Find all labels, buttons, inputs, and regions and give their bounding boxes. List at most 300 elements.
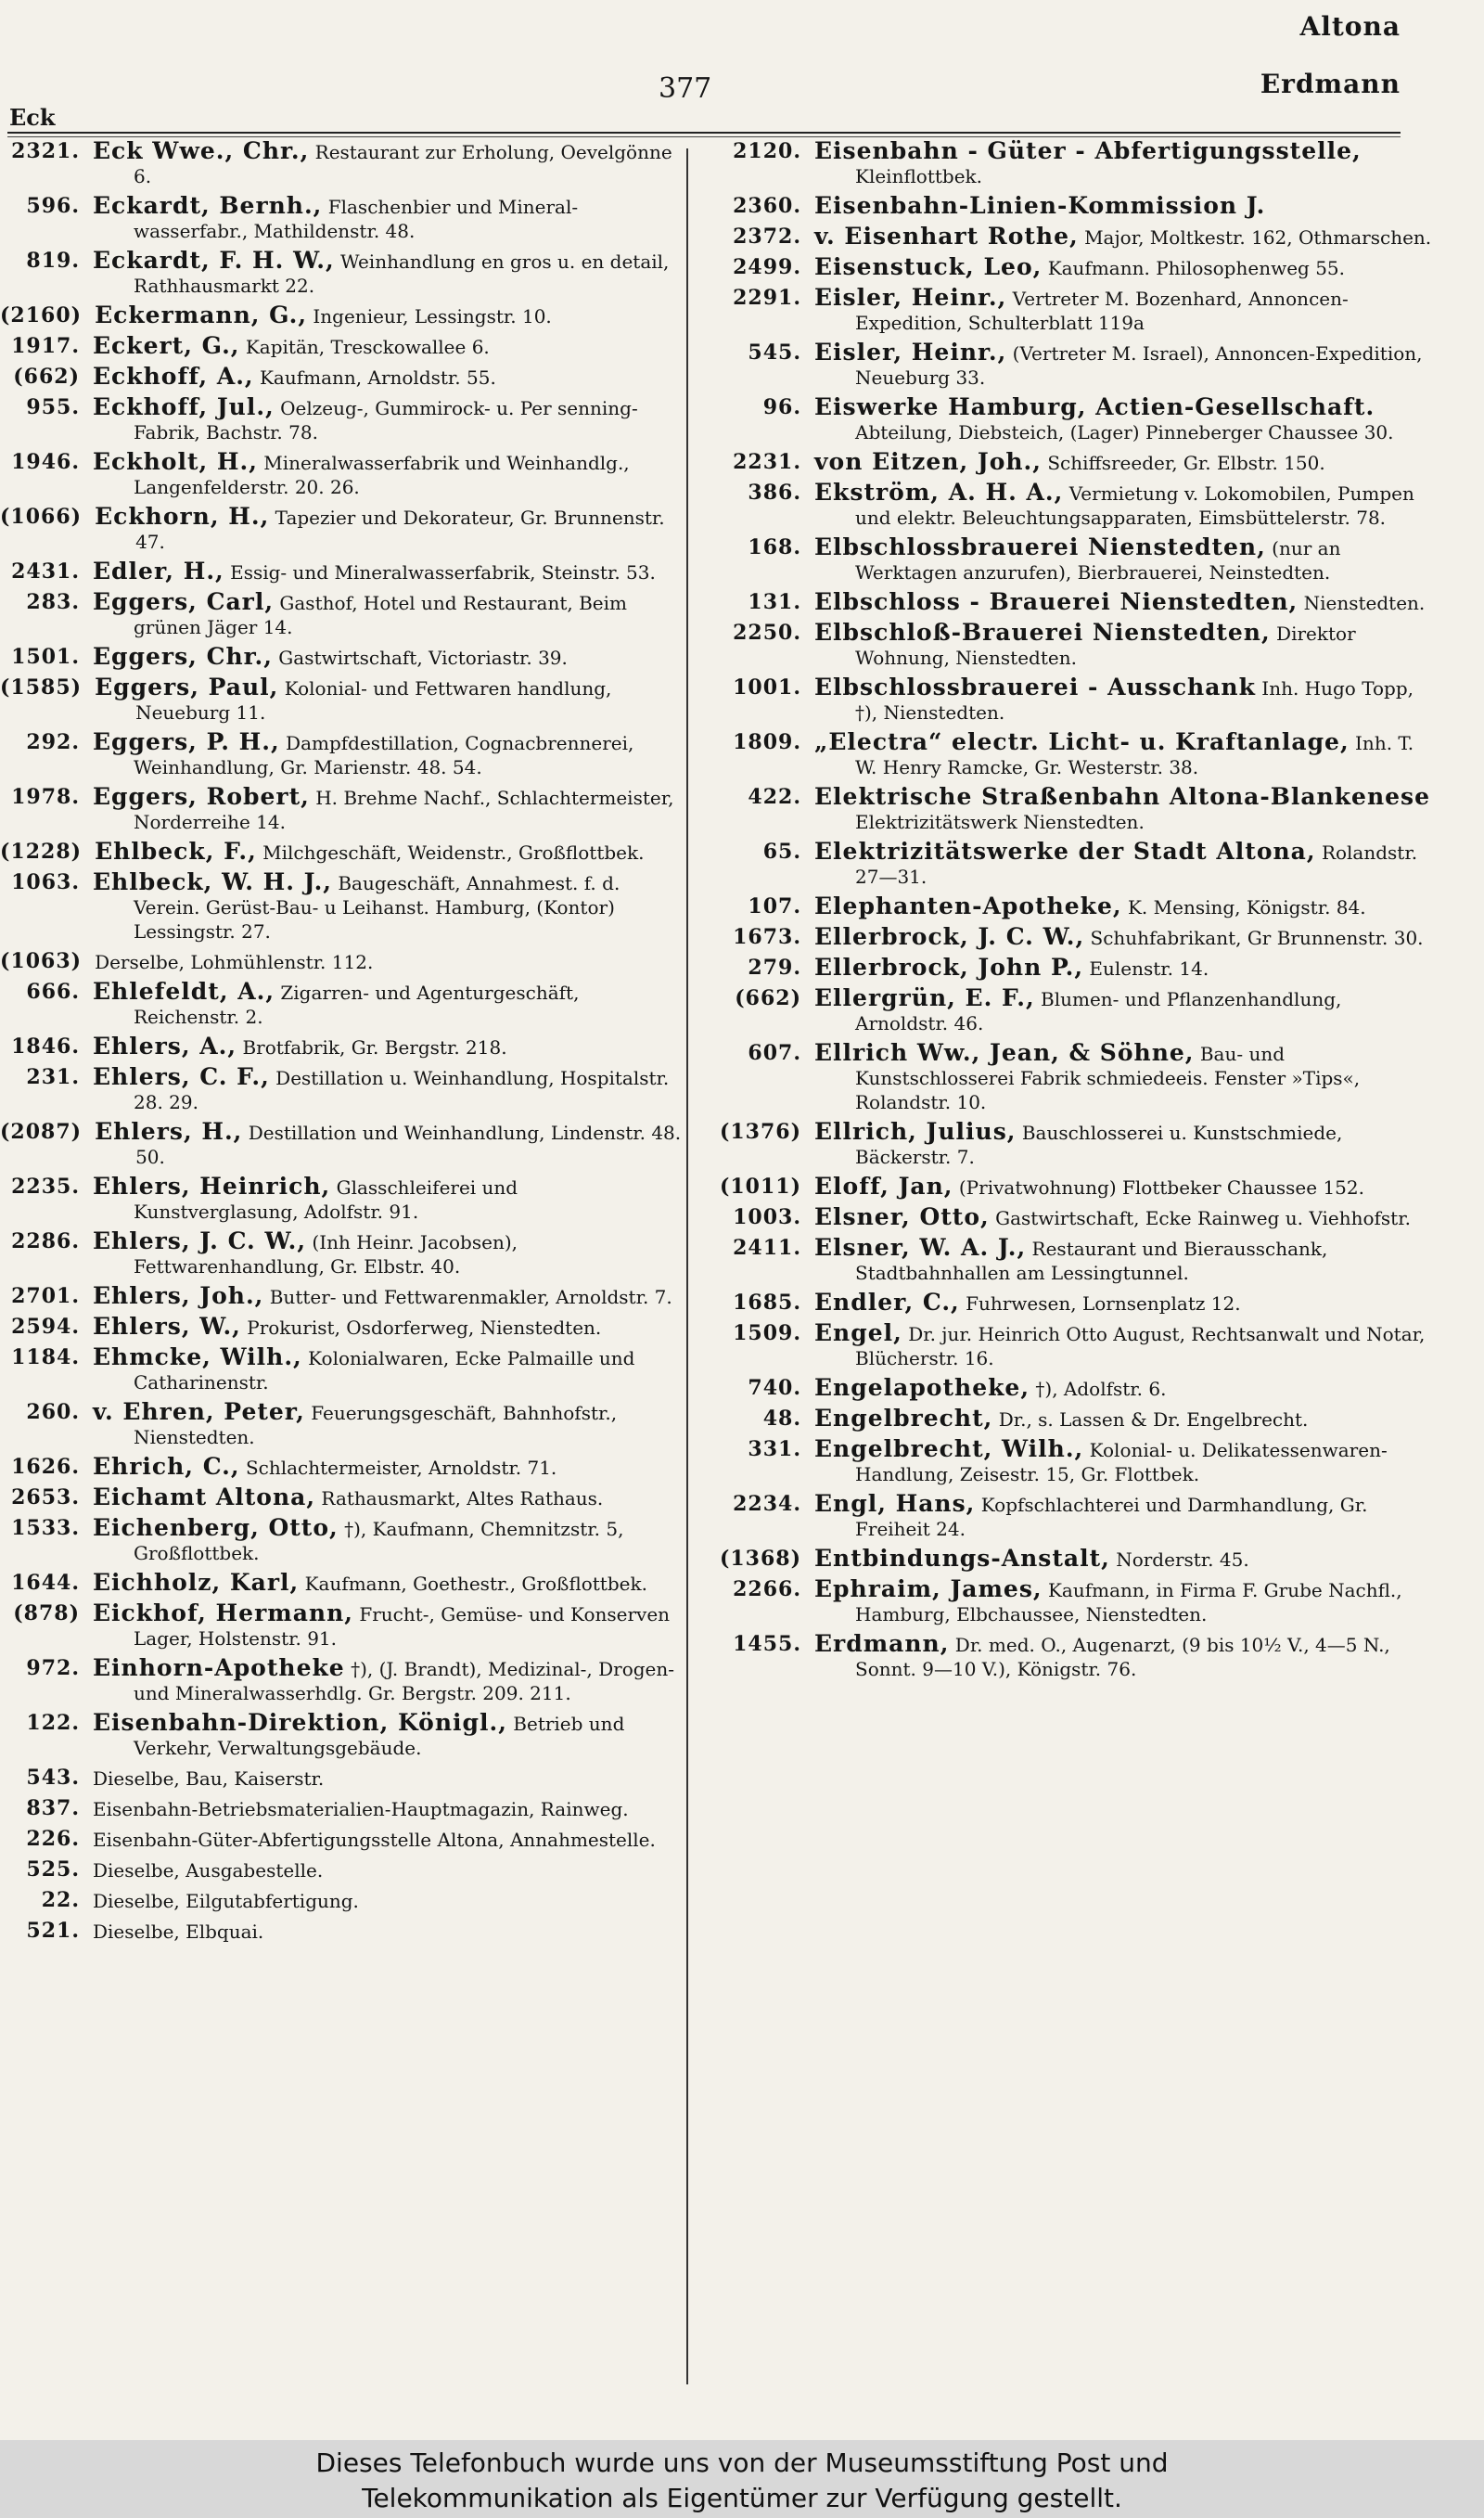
- directory-entry: [705, 225, 1438, 250]
- header-place: Altona: [1299, 11, 1401, 42]
- entry-details: Essig- und Mineralwasserfabrik, Steinstr. 53.: [230, 561, 656, 584]
- footer-notice: [0, 2440, 1484, 2518]
- entry-details: Elektrizitätswerk Nienstedten.: [855, 811, 1145, 833]
- entry-name: v. Eisenhart Rothe,: [814, 223, 1079, 250]
- directory-entry: [0, 1400, 682, 1449]
- entry-name: Ekström, A. H. A.,: [814, 479, 1064, 506]
- directory-entry: [0, 249, 682, 298]
- directory-entry: [705, 194, 1438, 219]
- entry-name: Ellerbrock, J. C. W.,: [814, 923, 1085, 950]
- entry-name: Erdmann,: [814, 1630, 950, 1657]
- entry-body: [93, 1857, 682, 1882]
- entry-details: (nur an Werktagen anzurufen), Bierbrauerei, Neinstedten.: [855, 537, 1341, 584]
- entry-details: Rathausmarkt, Altes Rathaus.: [321, 1487, 604, 1510]
- phone-number: 545.: [748, 340, 801, 365]
- entry-details: Destillation und Weinhandlung, Lindenstr. 48. 50.: [135, 1122, 682, 1168]
- directory-entry: [0, 1796, 682, 1821]
- entry-body: [814, 1632, 1438, 1681]
- phone-number: 231.: [26, 1065, 80, 1089]
- phone-number: 740.: [748, 1376, 801, 1400]
- entry-name: Eckardt, Bernh.,: [93, 192, 323, 219]
- entry-details: Kleinflottbek.: [855, 165, 983, 187]
- directory-entry: [0, 1315, 682, 1340]
- entry-name: Ehlbeck, F.,: [95, 838, 257, 865]
- phone-number: (2087): [0, 1120, 83, 1144]
- entry-name: Eggers, Paul,: [95, 674, 279, 700]
- phone-number: 607.: [748, 1041, 801, 1065]
- phone-number: 107.: [748, 894, 801, 919]
- entry-details: Dieselbe, Bau, Kaiserstr.: [93, 1767, 325, 1790]
- phone-number: 2431.: [11, 559, 80, 584]
- entry-details: Gasthof, Hotel und Restaurant, Beim grünen Jäger 14.: [134, 592, 627, 638]
- phone-number: 1533.: [11, 1516, 80, 1540]
- entry-body: [814, 1291, 1438, 1316]
- directory-entry: [0, 1827, 682, 1852]
- directory-entry: [705, 1492, 1438, 1541]
- entry-details: Bau- und Kunstschlosserei Fabrik schmiedeeis. Fenster »Tips«, Rolandstr. 10.: [855, 1043, 1361, 1113]
- directory-entry: [705, 1632, 1438, 1681]
- entry-name: Ehlers, Heinrich,: [93, 1173, 331, 1200]
- entry-body: [93, 1711, 682, 1760]
- phone-number: 2120.: [733, 139, 801, 163]
- entry-name: Engelapotheke,: [814, 1374, 1030, 1401]
- entry-name: Ellrich, Julius,: [814, 1118, 1017, 1145]
- phone-number: 1917.: [11, 334, 80, 358]
- directory-entry: [0, 1711, 682, 1760]
- entry-details: (Privatwohnung) Flottbeker Chaussee 152.: [958, 1176, 1364, 1199]
- entry-details: Tapezier und Dekorateur, Gr. Brunnenstr. 47.: [135, 507, 665, 553]
- phone-number: 2372.: [733, 225, 801, 249]
- phone-number: 1003.: [733, 1205, 801, 1229]
- entry-details: Bauschlosserei u. Kunstschmiede, Bäckerstr. 7.: [855, 1122, 1343, 1168]
- phone-number: 1063.: [11, 870, 80, 894]
- entry-name: Ellergrün, E. F.,: [814, 984, 1035, 1011]
- entry-details: Kaufmann. Philosophenweg 55.: [1047, 257, 1345, 279]
- entry-details: Vertreter M. Bozenhard, Annoncen-Expedition, Schulterblatt 119a: [855, 288, 1349, 334]
- directory-entry: [705, 785, 1438, 834]
- entry-body: [93, 194, 682, 243]
- entry-name: Eisenbahn-Linien-Kommission J.: [814, 192, 1266, 219]
- entry-details: Inh. T. W. Henry Ramcke, Gr. Westerstr. 38.: [855, 732, 1414, 778]
- entry-body: [814, 340, 1438, 390]
- entry-body: [814, 139, 1438, 188]
- entry-name: Eggers, Chr.,: [93, 643, 273, 670]
- phone-number: 2234.: [733, 1492, 801, 1516]
- entry-details: Kopfschlachterei und Darmhandlung, Gr. Freiheit 24.: [855, 1494, 1368, 1540]
- entry-name: Eckermann, G.,: [95, 302, 308, 328]
- entry-name: Eichenberg, Otto,: [93, 1514, 339, 1541]
- entry-name: Elephanten-Apotheke,: [814, 893, 1122, 919]
- entry-name: Eggers, Carl,: [93, 588, 275, 615]
- directory-entry: [705, 1407, 1438, 1432]
- phone-number: 122.: [26, 1711, 80, 1735]
- entry-body: [95, 1120, 682, 1169]
- phone-number: (1063): [0, 949, 83, 973]
- entry-body: [814, 1205, 1438, 1230]
- entry-details: Mineralwasserfabrik und Weinhandlg., Langenfelderstr. 20. 26.: [134, 452, 630, 498]
- directory-entry: [0, 870, 682, 944]
- entry-details: Dr., s. Lassen & Dr. Engelbrecht.: [998, 1408, 1309, 1431]
- directory-entry: [0, 1601, 682, 1651]
- entry-body: [814, 1577, 1438, 1626]
- entry-name: Eiswerke Hamburg, Actien-Gesellschaft.: [814, 393, 1375, 420]
- entry-details: Blumen- und Pflanzenhandlung, Arnoldstr. 46.: [855, 988, 1342, 1034]
- phone-number: 283.: [26, 590, 80, 614]
- entry-body: [93, 559, 682, 585]
- entry-body: [93, 1034, 682, 1060]
- directory-entry: [705, 1175, 1438, 1200]
- entry-details: Derselbe, Lohmühlenstr. 112.: [95, 951, 374, 973]
- phone-number: 386.: [748, 481, 801, 505]
- entry-body: [93, 1485, 682, 1510]
- entry-name: Eisenbahn - Güter - Abfertigungsstelle,: [814, 137, 1362, 164]
- entry-details: Kaufmann, Goethestr., Großflottbek.: [304, 1573, 647, 1595]
- directory-entry: [0, 450, 682, 499]
- entry-body: [93, 645, 682, 670]
- phone-number: 292.: [26, 730, 80, 754]
- phone-number: 2291.: [733, 286, 801, 310]
- entry-body: [93, 450, 682, 499]
- phone-number: (1376): [719, 1120, 801, 1144]
- phone-number: 422.: [748, 785, 801, 809]
- directory-entry: [0, 334, 682, 359]
- entry-name: Ellerbrock, John P.,: [814, 954, 1084, 981]
- entry-name: Ehlers, W.,: [93, 1313, 241, 1340]
- entry-body: [93, 249, 682, 298]
- entry-name: Eisenbahn-Direktion, Königl.,: [93, 1709, 507, 1736]
- directory-entry: [0, 559, 682, 585]
- entry-body: [93, 785, 682, 834]
- phone-number: 2360.: [733, 194, 801, 218]
- entry-name: Eckardt, F. H. W.,: [93, 247, 335, 274]
- entry-details: Baugeschäft, Annahmest. f. d. Verein. Gerüst-Bau- u Leihanst. Hamburg, (Kontor) Lessingstr. 27.: [134, 872, 620, 943]
- entry-body: [814, 730, 1438, 779]
- entry-body: [95, 505, 682, 554]
- directory-entry: [0, 303, 682, 328]
- entry-name: Engel,: [814, 1319, 902, 1346]
- entry-details: H. Brehme Nachf., Schlachtermeister, Norderreihe 14.: [134, 787, 674, 833]
- directory-entry: [705, 1437, 1438, 1486]
- column-divider: [686, 148, 688, 2384]
- directory-entry: [705, 675, 1438, 725]
- entry-body: [93, 1888, 682, 1913]
- directory-entry: [0, 1857, 682, 1882]
- entry-body: [814, 621, 1438, 670]
- entry-body: [93, 1455, 682, 1480]
- entry-details: Eulenstr. 14.: [1089, 957, 1209, 980]
- entry-name: Ehlers, H.,: [95, 1118, 243, 1145]
- directory-entry: [0, 1175, 682, 1224]
- phone-number: (1011): [719, 1175, 801, 1199]
- directory-entry: [705, 1577, 1438, 1626]
- phone-number: 1846.: [11, 1034, 80, 1059]
- phone-number: 168.: [748, 535, 801, 559]
- entry-name: Elektrizitätswerke der Stadt Altona,: [814, 838, 1316, 865]
- phone-number: 1501.: [11, 645, 80, 669]
- entry-body: [814, 1175, 1438, 1200]
- phone-number: 1184.: [11, 1345, 80, 1369]
- entry-body: [814, 1492, 1438, 1541]
- directory-entry: [705, 1205, 1438, 1230]
- entry-name: Eckhoff, Jul.,: [93, 393, 275, 420]
- phone-number: 2235.: [11, 1175, 80, 1199]
- phone-number: 1509.: [733, 1321, 801, 1345]
- entry-body: [814, 590, 1438, 615]
- entry-details: Dampfdestillation, Cognacbrennerei, Weinhandlung, Gr. Marienstr. 48. 54.: [134, 732, 634, 778]
- phone-number: 1978.: [11, 785, 80, 809]
- entry-details: Kolonial- und Fettwaren handlung, Neueburg 11.: [135, 677, 612, 724]
- phone-number: 2286.: [11, 1229, 80, 1253]
- entry-body: [93, 1284, 682, 1309]
- entry-body: [814, 1321, 1438, 1370]
- entry-name: Ehlefeldt, A.,: [93, 978, 275, 1005]
- phone-number: 2701.: [11, 1284, 80, 1308]
- phone-number: 596.: [26, 194, 80, 218]
- entry-details: Milchgeschäft, Weidenstr., Großflottbek.: [262, 841, 645, 864]
- entry-body: [93, 590, 682, 639]
- directory-entry: [0, 840, 682, 865]
- directory-entry: [705, 956, 1438, 981]
- phone-number: 819.: [26, 249, 80, 273]
- entry-body: [93, 365, 682, 390]
- directory-entry: [0, 590, 682, 639]
- entry-details: Kapitän, Tresckowallee 6.: [245, 336, 490, 358]
- entry-body: [93, 980, 682, 1029]
- directory-entry: [0, 505, 682, 554]
- directory-entry: [0, 730, 682, 779]
- entry-name: Elsner, W. A. J.,: [814, 1234, 1027, 1261]
- directory-entry: [705, 255, 1438, 280]
- entry-details: Destillation u. Weinhandlung, Hospitalstr. 28. 29.: [134, 1067, 670, 1113]
- directory-entry: [705, 1041, 1438, 1114]
- entry-body: [93, 1315, 682, 1340]
- directory-entry: [705, 894, 1438, 919]
- entry-name: Elbschlossbrauerei - Ausschank: [814, 674, 1256, 700]
- directory-entry: [0, 785, 682, 834]
- directory-entry: [705, 1291, 1438, 1316]
- directory-entry: [0, 1345, 682, 1394]
- entry-body: [95, 303, 682, 328]
- entry-name: v. Ehren, Peter,: [93, 1398, 305, 1425]
- phone-number: (878): [13, 1601, 80, 1625]
- entry-body: [814, 1041, 1438, 1114]
- entry-body: [93, 1345, 682, 1394]
- entry-body: [93, 1601, 682, 1651]
- entry-body: [93, 1229, 682, 1278]
- phone-number: 65.: [762, 840, 801, 864]
- entry-name: Eichholz, Karl,: [93, 1569, 300, 1596]
- entry-body: [814, 535, 1438, 585]
- entry-body: [814, 1376, 1438, 1401]
- directory-entry: [0, 1485, 682, 1510]
- entry-details: Kaufmann, in Firma F. Grube Nachfl., Hamburg, Elbchaussee, Nienstedten.: [855, 1579, 1402, 1625]
- entry-body: [93, 395, 682, 444]
- entry-body: [814, 395, 1438, 444]
- phone-number: 2231.: [733, 450, 801, 474]
- entry-details: Abteilung, Diebsteich, (Lager) Pinneberger Chaussee 30.: [855, 421, 1394, 443]
- directory-entry: [0, 949, 682, 974]
- entry-body: [95, 675, 682, 725]
- entry-details: Schiffsreeder, Gr. Elbstr. 150.: [1047, 452, 1325, 474]
- entry-name: Ehlers, A.,: [93, 1033, 237, 1060]
- directory-entry: [0, 1656, 682, 1705]
- phone-number: 2321.: [11, 139, 80, 163]
- entry-body: [93, 870, 682, 944]
- entry-body: [93, 1065, 682, 1114]
- directory-entry: [0, 365, 682, 390]
- entry-name: Einhorn-Apotheke: [93, 1654, 345, 1681]
- phone-number: 543.: [26, 1766, 80, 1790]
- entry-body: [814, 1236, 1438, 1285]
- phone-number: 1809.: [733, 730, 801, 754]
- entry-name: Ehlers, C. F.,: [93, 1063, 270, 1090]
- entry-name: Eggers, P. H.,: [93, 728, 280, 755]
- entry-body: [93, 1571, 682, 1596]
- entry-details: Brotfabrik, Gr. Bergstr. 218.: [242, 1036, 507, 1059]
- directory-entry: [0, 139, 682, 188]
- entry-name: Elbschlossbrauerei Nienstedten,: [814, 533, 1266, 560]
- directory-entry: [705, 925, 1438, 950]
- entry-body: [93, 1827, 682, 1852]
- entry-name: Elektrische Straßenbahn Altona-Blankenese: [814, 783, 1431, 810]
- phone-number: 2499.: [733, 255, 801, 279]
- entry-details: Eisenbahn-Güter-Abfertigungsstelle Altona, Annahmestelle.: [93, 1829, 656, 1851]
- entry-details: Kolonial- u. Delikatessenwaren-Handlung, Zeisestr. 15, Gr. Flottbek.: [855, 1439, 1388, 1485]
- header-rule: [7, 132, 1401, 134]
- phone-number: (1368): [719, 1547, 801, 1571]
- entry-details: Gastwirtschaft, Victoriastr. 39.: [278, 647, 568, 669]
- entry-name: Ehlers, Joh.,: [93, 1282, 264, 1309]
- entry-name: Ephraim, James,: [814, 1575, 1043, 1602]
- phone-number: 2411.: [733, 1236, 801, 1260]
- directory-entry: [0, 1571, 682, 1596]
- directory-entry: [0, 1888, 682, 1913]
- directory-entry: [0, 675, 682, 725]
- directory-entry: [0, 1455, 682, 1480]
- phone-number: 666.: [26, 980, 80, 1004]
- entry-name: „Electra“ electr. Licht- u. Kraftanlage,: [814, 728, 1350, 755]
- directory-entry: [705, 139, 1438, 188]
- entry-name: Ehrich, C.,: [93, 1453, 240, 1480]
- entry-name: Ellrich Ww., Jean, & Söhne,: [814, 1039, 1195, 1066]
- phone-number: 2266.: [733, 1577, 801, 1601]
- entry-body: [93, 1766, 682, 1791]
- entry-details: Betrieb und Verkehr, Verwaltungsgebäude.: [134, 1713, 625, 1759]
- directory-entry: [705, 1547, 1438, 1572]
- phone-number: 22.: [41, 1888, 80, 1912]
- entry-name: Eckert, G.,: [93, 332, 240, 359]
- phone-number: 1946.: [11, 450, 80, 474]
- entry-details: Kaufmann, Arnoldstr. 55.: [259, 366, 496, 389]
- entry-details: Kolonialwaren, Ecke Palmaille und Catharinenstr.: [134, 1347, 635, 1394]
- directory-entry: [705, 621, 1438, 670]
- entry-name: Elbschloß-Brauerei Nienstedten,: [814, 619, 1271, 646]
- entry-body: [93, 1656, 682, 1705]
- directory-entry: [705, 481, 1438, 530]
- entry-name: Eichamt Altona,: [93, 1484, 316, 1510]
- directory-entry: [705, 535, 1438, 585]
- directory-entry: [705, 286, 1438, 335]
- entry-details: Dieselbe, Ausgabestelle.: [93, 1859, 324, 1882]
- entry-name: Ehlbeck, W. H. J.,: [93, 868, 332, 895]
- entry-name: Elbschloss - Brauerei Nienstedten,: [814, 588, 1298, 615]
- directory-entry: [0, 1229, 682, 1278]
- phone-number: 226.: [26, 1827, 80, 1851]
- entry-details: Butter- und Fettwarenmakler, Arnoldstr. 7.: [269, 1286, 672, 1308]
- entry-body: [814, 785, 1438, 834]
- entry-details: Gastwirtschaft, Ecke Rainweg u. Viehhofstr.: [995, 1207, 1411, 1229]
- entry-name: Entbindungs-Anstalt,: [814, 1545, 1110, 1572]
- entry-details: Feuerungsgeschäft, Bahnhofstr., Nienstedten.: [134, 1402, 618, 1448]
- directory-entry: [705, 450, 1438, 475]
- entry-name: Engl, Hans,: [814, 1490, 976, 1517]
- entry-body: [814, 956, 1438, 981]
- phone-number: 525.: [26, 1857, 80, 1882]
- entry-name: Endler, C.,: [814, 1289, 960, 1316]
- entry-details: Fuhrwesen, Lornsenplatz 12.: [966, 1292, 1241, 1315]
- entry-name: Engelbrecht, Wilh.,: [814, 1435, 1084, 1462]
- directory-entry: [0, 1120, 682, 1169]
- directory-entry: [0, 1284, 682, 1309]
- entry-body: [93, 334, 682, 359]
- entry-body: [814, 194, 1438, 219]
- phone-number: 1626.: [11, 1455, 80, 1479]
- directory-entry: [705, 395, 1438, 444]
- entry-details: Glasschleiferei und Kunstverglasung, Adolfstr. 91.: [134, 1176, 518, 1223]
- entry-name: Elsner, Otto,: [814, 1203, 990, 1230]
- entry-body: [93, 730, 682, 779]
- entry-body: [814, 255, 1438, 280]
- phone-number: 1001.: [733, 675, 801, 700]
- entry-name: Ehmcke, Wilh.,: [93, 1343, 302, 1370]
- entry-name: Eisenstuck, Leo,: [814, 253, 1043, 280]
- entry-body: [93, 1516, 682, 1565]
- phone-number: (1066): [0, 505, 83, 529]
- phone-number: 2653.: [11, 1485, 80, 1510]
- directory-entry: [705, 1321, 1438, 1370]
- directory-entry: [705, 1376, 1438, 1401]
- entry-details: †), (J. Brandt), Medizinal-, Drogen- und Mineralwasserhdlg. Gr. Bergstr. 209. 211.: [134, 1658, 675, 1704]
- directory-entry: [705, 730, 1438, 779]
- entry-details: †), Kaufmann, Chemnitzstr. 5, Großflottbek.: [134, 1518, 624, 1564]
- directory-entry: [0, 1516, 682, 1565]
- entry-details: Zigarren- und Agenturgeschäft, Reichenstr. 2.: [134, 982, 580, 1028]
- entry-details: Dr. jur. Heinrich Otto August, Rechtsanwalt und Notar, Blücherstr. 16.: [855, 1323, 1426, 1369]
- entry-body: [95, 840, 682, 865]
- entry-details: (Inh Heinr. Jacobsen), Fettwarenhandlung, Gr. Elbstr. 40.: [134, 1231, 518, 1278]
- entry-body: [814, 925, 1438, 950]
- entry-details: Restaurant zur Erholung, Oevelgönne 6.: [134, 141, 672, 187]
- entry-name: Eckhoff, A.,: [93, 363, 254, 390]
- entry-body: [814, 986, 1438, 1035]
- entry-body: [93, 1400, 682, 1449]
- entry-details: Prokurist, Osdorferweg, Nienstedten.: [247, 1317, 602, 1339]
- directory-entry: [0, 194, 682, 243]
- entry-body: [93, 1919, 682, 1944]
- entry-body: [93, 139, 682, 188]
- directory-entry: [705, 840, 1438, 889]
- entry-name: Eck Wwe., Chr.,: [93, 137, 310, 164]
- phone-number: (1585): [0, 675, 83, 700]
- entry-name: Eggers, Robert,: [93, 783, 310, 810]
- entry-details: Dieselbe, Elbquai.: [93, 1921, 264, 1943]
- directory-entry: [0, 1034, 682, 1060]
- header-range-start: Eck: [9, 104, 56, 131]
- entry-body: [814, 894, 1438, 919]
- entry-details: Frucht-, Gemüse- und Konserven Lager, Holstenstr. 91.: [134, 1603, 671, 1650]
- entry-details: Nienstedten.: [1303, 592, 1426, 614]
- phone-number: 96.: [762, 395, 801, 419]
